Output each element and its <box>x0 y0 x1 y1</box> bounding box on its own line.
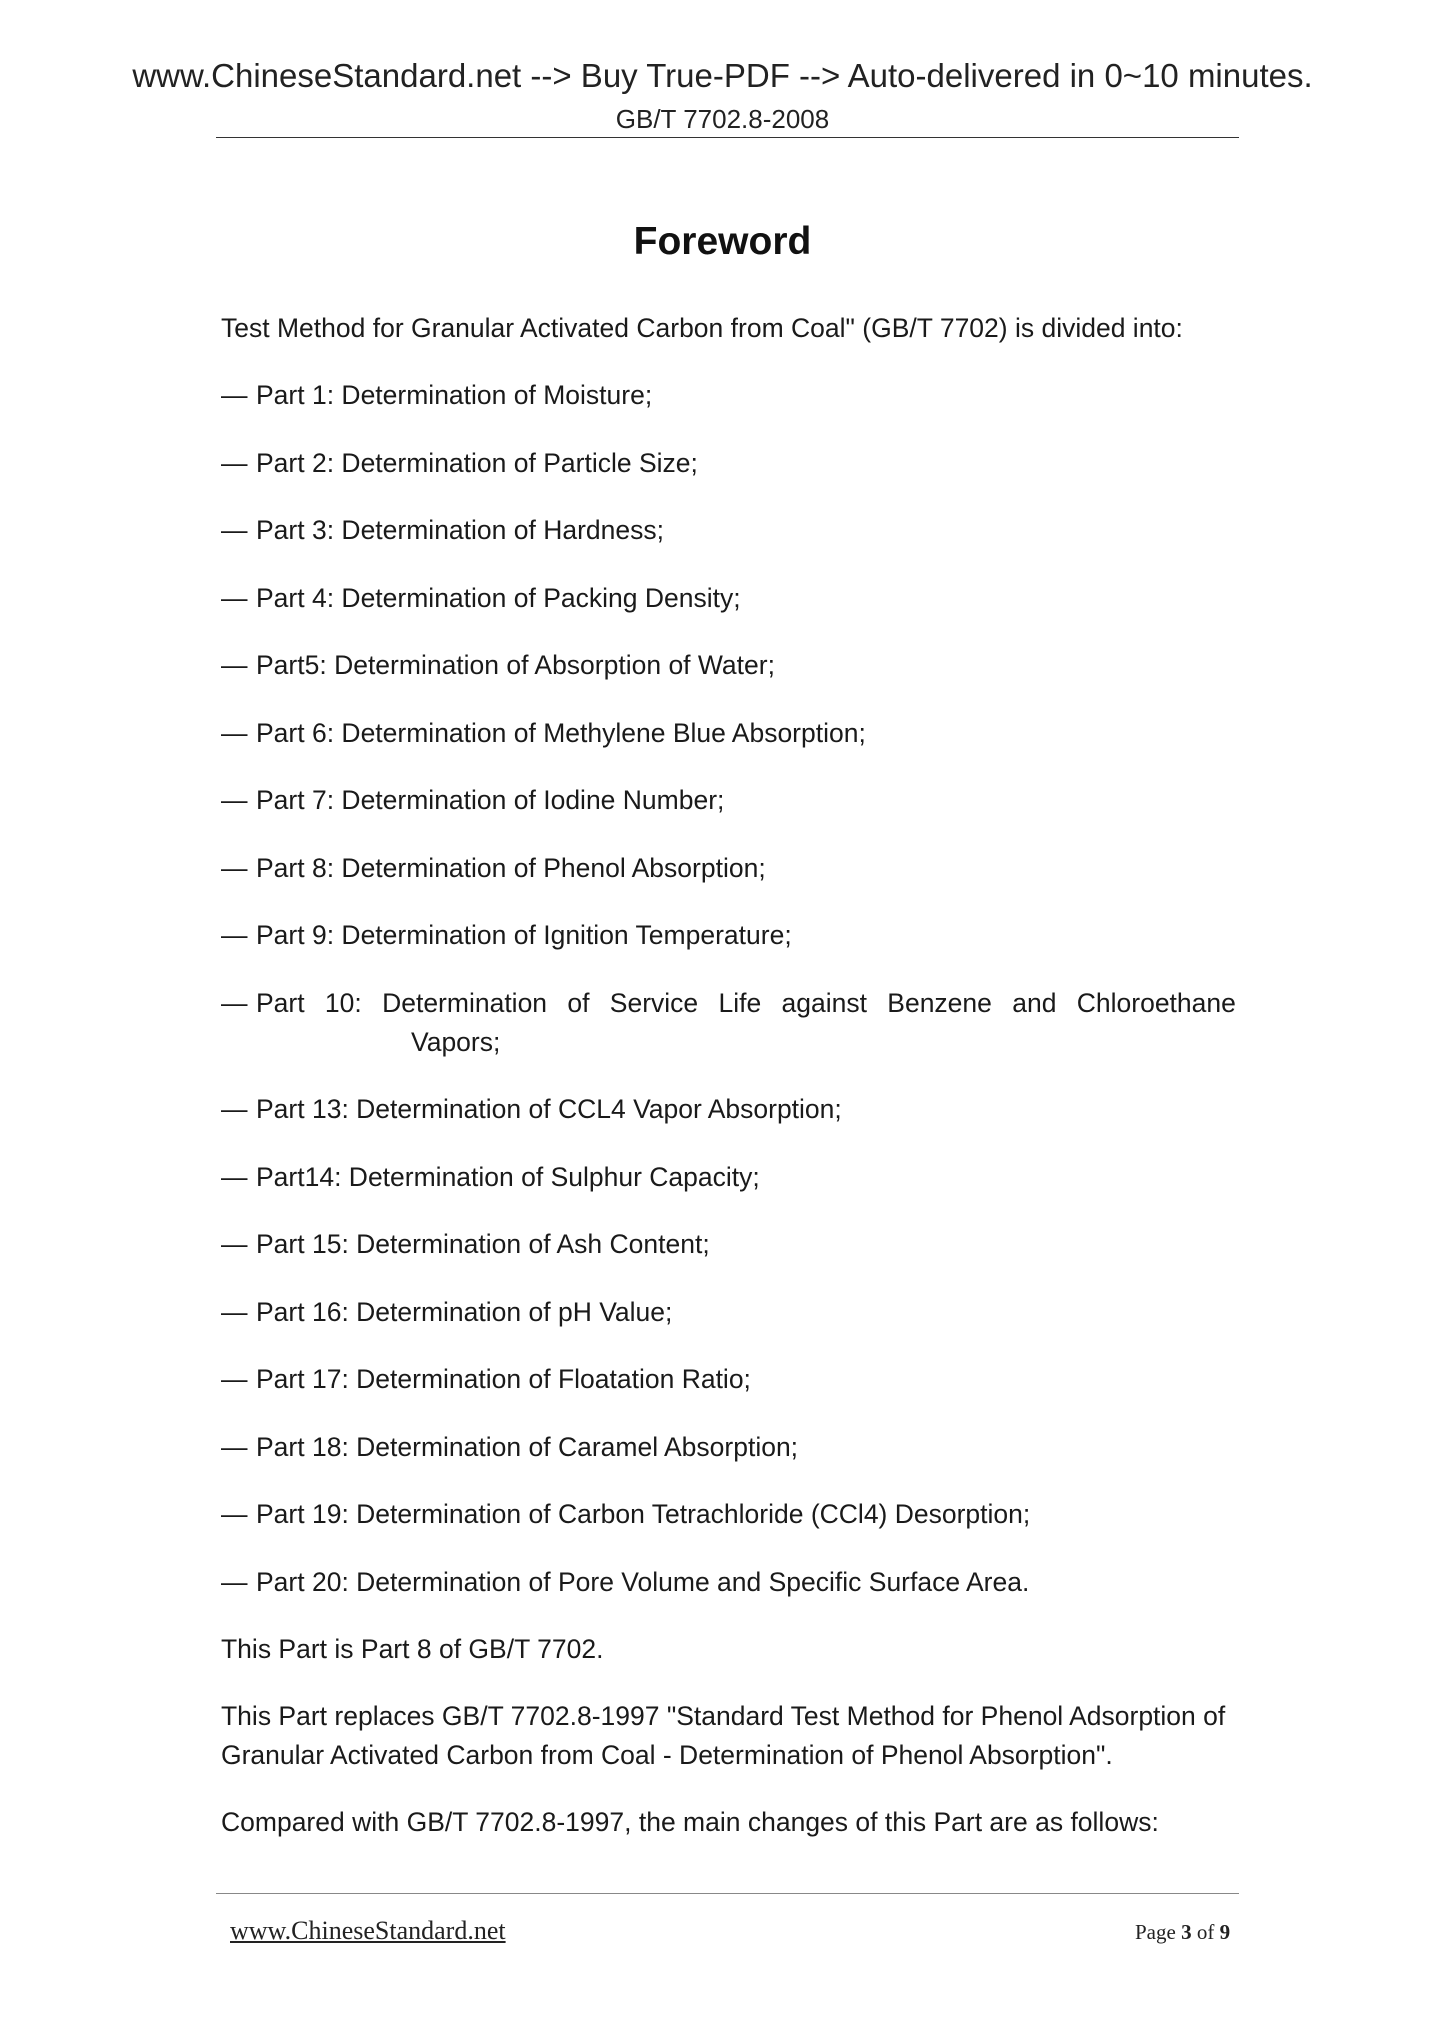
word: against <box>781 987 867 1018</box>
page-title: Foreword <box>633 220 812 263</box>
list-item <box>221 1360 1235 1399</box>
list-item-text: Part 17: Determination of Floatation Ratio; <box>256 1364 751 1394</box>
list-item-text: Part5: Determination of Absorption of Water; <box>256 650 775 680</box>
list-item <box>221 1495 1235 1534</box>
dash-marker: — <box>221 1296 248 1327</box>
dash-marker: — <box>221 515 248 545</box>
dash-marker: — <box>221 447 248 478</box>
list-item-text: Part 2: Determination of Particle Size; <box>256 447 698 478</box>
list-item-text: Part 13: Determination of CCL4 Vapor Absorption; <box>256 1094 842 1124</box>
dash-marker: — <box>221 582 248 613</box>
list-item-text: Part 4: Determination of Packing Density; <box>256 582 741 613</box>
dash-marker: — <box>221 1094 248 1124</box>
list-item-text: Part 15: Determination of Ash Content; <box>256 1229 710 1259</box>
list-item <box>221 646 1235 685</box>
list-item-text: Part 6: Determination of Methylene Blue Absorption; <box>256 717 866 748</box>
list-item-part-10 <box>221 984 1235 1062</box>
list-item <box>221 781 1235 820</box>
list-item <box>221 1563 1235 1602</box>
page-total: 9 <box>1219 1920 1231 1944</box>
footer-site-link[interactable]: www.ChineseStandard.net <box>230 1916 506 1945</box>
dash-marker: — <box>221 1161 248 1192</box>
list-item <box>221 714 1235 753</box>
list-item <box>221 376 1235 415</box>
dash-marker: — <box>221 852 248 883</box>
header-banner: www.ChineseStandard.net --> Buy True-PDF --> Auto-delivered in 0~10 minutes. <box>132 57 1313 94</box>
word: Service <box>609 987 699 1018</box>
word: 10: <box>324 987 362 1018</box>
list-item <box>221 511 1235 550</box>
word: Part <box>256 987 305 1018</box>
list-item-text: Part 3: Determination of Hardness; <box>256 515 664 545</box>
dash-marker: — <box>221 920 248 950</box>
dash-marker: — <box>221 650 248 680</box>
list-item <box>221 916 1235 955</box>
list-item-text: Part 8: Determination of Phenol Absorption; <box>256 852 766 883</box>
page-current: 3 <box>1181 1920 1192 1944</box>
document-body <box>221 309 1235 1870</box>
word: Benzene <box>887 987 992 1018</box>
list-item-text-line-1 <box>256 984 1236 1023</box>
list-item-text-line-2: Vapors; <box>411 1026 501 1057</box>
page-prefix: Page <box>1135 1920 1176 1944</box>
intro-paragraph: Test Method for Granular Activated Carbon from Coal" (GB/T 7702) is divided into: <box>221 313 1183 343</box>
paragraph-replaces: This Part replaces GB/T 7702.8-1997 "Standard Test Method for Phenol Adsorption of Granular Activated Carbon from Coal - Determination of Phenol Absorption". <box>221 1701 1226 1770</box>
word: and <box>1012 987 1057 1018</box>
list-item <box>221 444 1235 483</box>
page-of: of <box>1196 1920 1215 1944</box>
list-item <box>221 849 1235 888</box>
list-item-text: Part 20: Determination of Pore Volume and Specific Surface Area. <box>256 1566 1030 1597</box>
list-item-text: Part14: Determination of Sulphur Capacity; <box>256 1161 760 1192</box>
paragraph-part-of: This Part is Part 8 of GB/T 7702. <box>221 1634 604 1664</box>
dash-marker: — <box>221 717 248 748</box>
dash-marker: — <box>221 1431 248 1462</box>
list-item-text: Part 9: Determination of Ignition Temperature; <box>256 920 792 950</box>
list-item-text: Part 18: Determination of Caramel Absorption; <box>256 1431 799 1462</box>
list-item <box>221 1428 1235 1467</box>
dash-marker: — <box>221 380 248 410</box>
paragraph-changes: Compared with GB/T 7702.8-1997, the main changes of this Part are as follows: <box>221 1807 1159 1837</box>
list-item-text: Part 19: Determination of Carbon Tetrachloride (CCl4) Desorption; <box>256 1499 1031 1529</box>
dash-marker: — <box>221 1229 248 1259</box>
word: Life <box>718 987 762 1018</box>
parts-list <box>221 376 1235 1602</box>
list-item-text: Part 7: Determination of Iodine Number; <box>256 785 725 815</box>
list-item-text: Part 1: Determination of Moisture; <box>256 380 653 410</box>
footer-divider <box>216 1893 1239 1894</box>
dash-marker: — <box>221 785 248 815</box>
list-item <box>221 1225 1235 1264</box>
dash-marker: — <box>221 1499 248 1529</box>
page-number <box>1135 1918 1230 1946</box>
list-item-text: Part 16: Determination of pH Value; <box>256 1296 673 1327</box>
header-divider <box>216 137 1239 138</box>
word: Chloroethane <box>1076 987 1236 1018</box>
dash-marker: — <box>221 1364 248 1394</box>
dash-marker: — <box>221 987 248 1018</box>
standard-id: GB/T 7702.8-2008 <box>615 104 830 134</box>
list-item <box>221 1090 1235 1129</box>
word: of <box>567 987 590 1018</box>
list-item <box>221 1158 1235 1197</box>
dash-marker: — <box>221 1566 248 1597</box>
list-item <box>221 579 1235 618</box>
word: Determination <box>382 987 548 1018</box>
list-item <box>221 1293 1235 1332</box>
